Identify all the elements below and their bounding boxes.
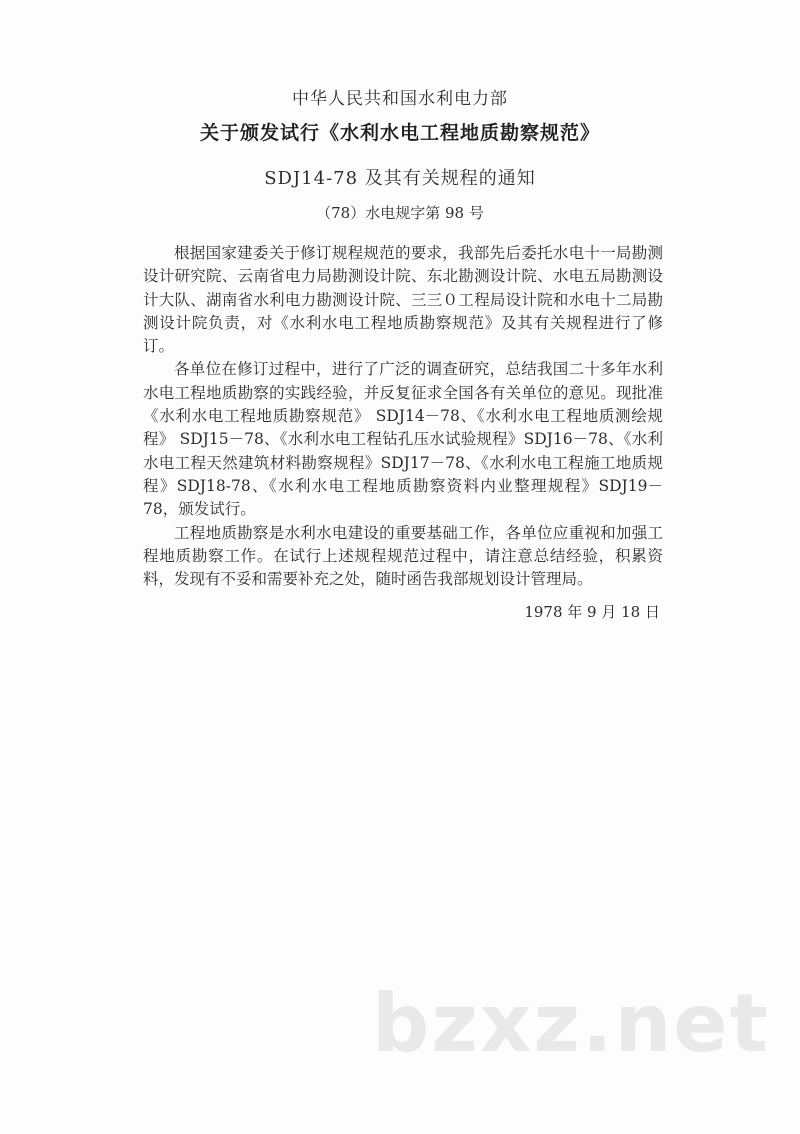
- body-paragraph: 根据国家建委关于修订规程规范的要求，我部先后委托水电十一局勘测设计研究院、云南省电力局勘测设计院、东北勘测设计院、水电五局勘测设计大队、湖南省水利电力勘测设计院、三三０工程局设计院和水电十二局勘测设计院负责，对《水利水电工程地质勘察规范》及其有关规程进行了修订。: [143, 244, 663, 356]
- document-title: 关于颁发试行《水利水电工程地质勘察规范》: [199, 122, 600, 144]
- issuer-name: 中华人民共和国水利电力部: [292, 89, 508, 109]
- document-number: （78）水电规字第 98 号: [316, 204, 484, 222]
- body-paragraph: 工程地质勘察是水利水电建设的重要基础工作，各单位应重视和加强工程地质勘察工作。在试行上述规程规范过程中，请注意总结经验，积累资料，发现有不妥和需要补充之处，随时函告我部规划设计管理局。: [143, 523, 663, 589]
- site-watermark: bzxz.net: [372, 977, 770, 1070]
- document-subtitle: SDJ14-78 及其有关规程的通知: [264, 168, 536, 189]
- body-paragraph: 各单位在修订过程中，进行了广泛的调查研究，总结我国二十多年水利水电工程地质勘察的实践经验，并反复征求全国各有关单位的意见。现批准《水利水电工程地质勘察规范》 SDJ14－78、《水利水电工程地质测绘规程》 SDJ15－78、《水利水电工程钻孔压水试验规程》SDJ16－78、《水利水电工程天然建筑材料勘察规程》SDJ17－78、《水利水电工程施工地质规程》SDJ18-78、《水利水电工程地质勘察资料内业整理规程》SDJ19－78，颁发试行。: [143, 360, 663, 519]
- document-body: [143, 242, 663, 591]
- issue-date: 1978 年 9 月 18 日: [524, 603, 660, 621]
